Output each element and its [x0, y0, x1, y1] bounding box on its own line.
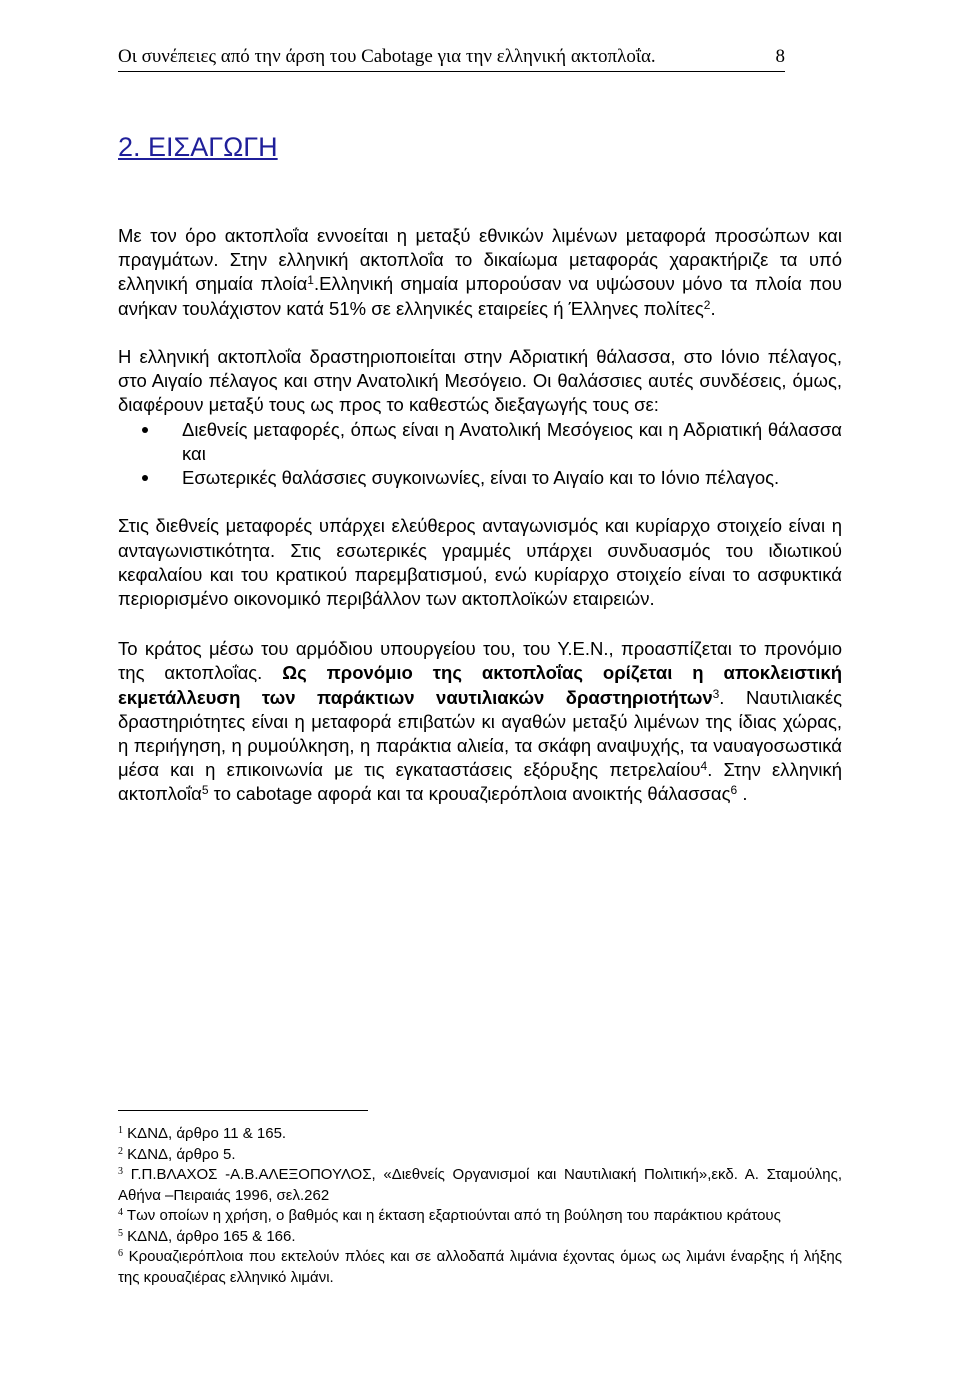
paragraph-gap: [118, 321, 842, 345]
footnote-separator: [118, 1110, 368, 1111]
footnote-ref-1[interactable]: 1: [307, 273, 314, 288]
paragraph-1-part-b: .Ελληνική σημαία μπορούσαν να υψώσουν μόνο τα πλοία που ανήκαν τουλάχιστον κατά 51% σε ελληνικές εταιρείες ή Έλληνες πολίτες: [118, 273, 842, 319]
paragraph-4-bold-definition: Ως προνόμιο της ακτοπλοΐας ορίζεται η αποκλειστική εκμετάλλευση των παράκτιων ναυτιλιακών δραστηριοτήτων: [118, 662, 842, 708]
paragraph-4-part-d: το cabotage αφορά και τα κρουαζιερόπλοια ανοικτής θάλασσας: [208, 783, 731, 805]
header-title: Οι συνέπειες από την άρση του Cabotage για την ελληνική ακτοπλοΐα.: [118, 46, 656, 67]
paragraph-4-part-a: Το κράτος μέσω του αρμόδιου υπουργείου του, του Υ.Ε.Ν., προασπίζεται το προνόμιο της ακτοπλοΐας.: [118, 638, 842, 684]
paragraph-gap: [118, 490, 842, 514]
paragraph-4-part-e: .: [737, 783, 748, 805]
footnote-number: 4: [118, 1207, 123, 1218]
footnote-number: 5: [118, 1227, 123, 1239]
footnote-text: Γ.Π.ΒΛΑΧΟΣ -Α.Β.ΑΛΕΞΟΠΟΥΛΟΣ, «Διεθνείς Οργανισμοί και Ναυτιλιακή Πολιτική»,εκδ. Α. Σταμούλης, Αθήνα –Πειραιάς 1996, σελ.262: [118, 1166, 842, 1204]
list-item: [118, 466, 842, 490]
footnote-number: 1: [118, 1125, 123, 1136]
paragraph-1-part-c: .: [710, 297, 716, 319]
body-text: [118, 224, 842, 807]
footnote-ref-5[interactable]: 5: [201, 783, 209, 798]
paragraph-gap: [118, 611, 842, 637]
bullet-icon: [142, 475, 148, 481]
footnote: [118, 1247, 842, 1288]
footnote: [118, 1145, 842, 1166]
paragraph-3: Στις διεθνείς μεταφορές υπάρχει ελεύθερος ανταγωνισμός και κυρίαρχο στοιχείο είναι η ανταγωνιστικότητα. Στις εσωτερικές γραμμές υπάρχει συνδυασμός του ιδιωτικού κεφαλαίου και του κρατικού παρεμβατισμού, ενώ κυρίαρχο στοιχείο είναι το ασφυκτικά περιορισμένο οικονομικό περιβάλλον των ακτοπλοϊκών εταιρειών.: [118, 515, 842, 610]
paragraph-4: [118, 637, 842, 806]
footnote-text: ΚΔΝΔ, άρθρο 165 & 166.: [127, 1227, 296, 1245]
footnote-ref-6[interactable]: 6: [730, 783, 738, 798]
paragraph-2: Η ελληνική ακτοπλοΐα δραστηριοποιείται στην Αδριατική θάλασσα, στο Ιόνιο πέλαγος, στο Αιγαίο πέλαγος και στην Ανατολική Μεσόγειο. Οι θαλάσσιες αυτές συνδέσεις, όμως, διαφέρουν μεταξύ τους ως προς το καθεστώς διεξαγωγής τους σε:: [118, 346, 842, 416]
paragraph-4-part-c: . Στην ελληνική ακτοπλοΐα: [118, 759, 842, 805]
footnote-ref-2[interactable]: 2: [703, 297, 711, 312]
list-item: [118, 418, 842, 466]
page-number: 8: [775, 46, 785, 67]
paragraph-1: [118, 224, 842, 321]
list-item-text: Διεθνείς μεταφορές, όπως είναι η Ανατολική Μεσόγειος και η Αδριατική θάλασσα και: [182, 418, 842, 464]
footnote-ref-4[interactable]: 4: [700, 759, 708, 774]
section-heading: 2. ΕΙΣΑΓΩΓΗ: [118, 132, 278, 162]
footnotes: [118, 1124, 842, 1288]
footnote-text: Κρουαζιερόπλοια που εκτελούν πλόες και σε αλλοδαπά λιμάνια έχοντας όμως ως λιμάνι έναρξης ή λήξης της κρουαζιέρας ελληνικό λιμάνι.: [118, 1248, 842, 1286]
footnote-number: 3: [118, 1166, 123, 1177]
footnote-number: 2: [118, 1145, 123, 1157]
running-header: [118, 44, 785, 72]
paragraph-1-part-a: Με τον όρο ακτοπλοΐα εννοείται η μεταξύ εθνικών λιμένων μεταφορά προσώπων και πραγμάτων. Στην ελληνική ακτοπλοΐα το δικαίωμα μεταφοράς χαρακτήριζε τα υπό ελληνική σημαία πλοία: [118, 225, 842, 295]
footnote: [118, 1165, 842, 1206]
bullet-icon: [142, 427, 148, 433]
bullet-list: [118, 418, 842, 491]
paragraph-4-part-b: . Ναυτιλιακές δραστηριότητες είναι η μεταφορά επιβατών κι αγαθών μεταξύ λιμένων της ίδιας χώρας, η περιήγηση, η ρυμούλκηση, η παράκτια αλιεία, τα σκάφη αναψυχής, τα ναυαγοσωστικά μέσα και η επικοινωνία με τις εγκαταστάσεις εξόρυξης πετρελαίου: [118, 686, 842, 781]
footnote-text: ΚΔΝΔ, άρθρο 5.: [127, 1145, 236, 1163]
footnote-text: Των οποίων η χρήση, ο βαθμός και η έκταση εξαρτιούνται από τη βούληση του παράκτιου κράτους: [126, 1207, 781, 1224]
list-item-text: Εσωτερικές θαλάσσιες συγκοινωνίες, είναι το Αιγαίο και το Ιόνιο πέλαγος.: [182, 467, 780, 489]
footnote-text: ΚΔΝΔ, άρθρο 11 & 165.: [127, 1125, 287, 1142]
footnote: [118, 1206, 842, 1227]
footnote-number: 6: [118, 1248, 123, 1259]
footnote-ref-3[interactable]: 3: [712, 686, 720, 701]
footnote: [118, 1124, 842, 1145]
footnote: [118, 1227, 842, 1248]
